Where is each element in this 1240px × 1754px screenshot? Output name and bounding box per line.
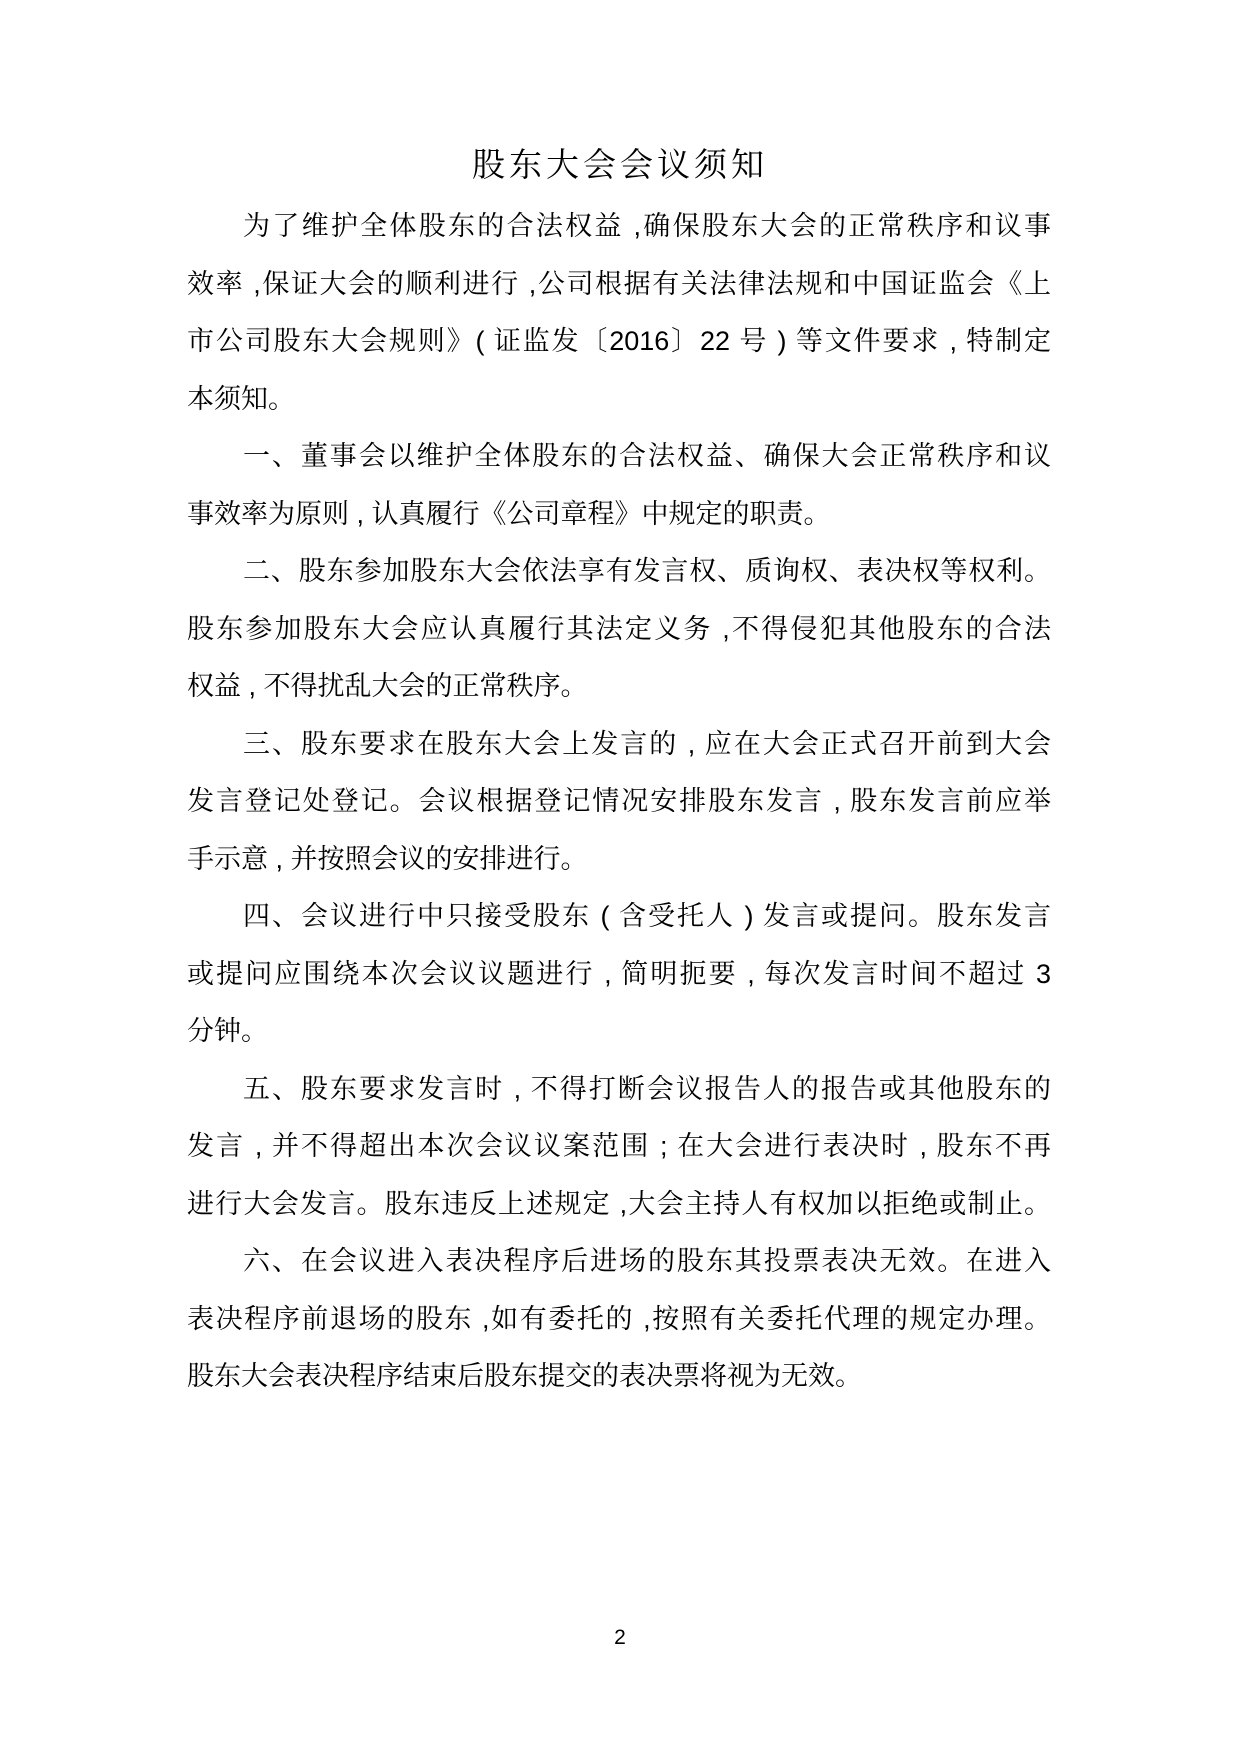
text-line: 或提问应围绕本次会议议题进行 , 简明扼要 , 每次发言时间不超过 3 — [187, 958, 1051, 989]
text-line: 股东参加股东大会应认真履行其法定义务 ,不得侵犯其他股东的合法 — [187, 613, 1051, 644]
text-line: 表决程序前退场的股东 ,如有委托的 ,按照有关委托代理的规定办理。 — [187, 1303, 1051, 1334]
text-line: 本须知。 — [187, 383, 295, 414]
text-line: 五、股东要求发言时 , 不得打断会议报告人的报告或其他股东的 — [243, 1073, 1051, 1104]
text-line: 发言 , 并不得超出本次会议议案范围 ; 在大会进行表决时 , 股东不再 — [187, 1131, 1051, 1161]
text-line: 股东大会表决程序结束后股东提交的表决票将视为无效。 — [187, 1361, 862, 1391]
text-line: 四、会议进行中只接受股东 ( 含受托人 ) 发言或提问。股东发言 — [243, 901, 1051, 931]
text-line: 发言登记处登记。会议根据登记情况安排股东发言 , 股东发言前应举 — [187, 786, 1051, 816]
text-line: 一、董事会以维护全体股东的合法权益、确保大会正常秩序和议 — [243, 441, 1051, 471]
text-line: 进行大会发言。股东违反上述规定 ,大会主持人有权加以拒绝或制止。 — [187, 1188, 1051, 1219]
text-line: 事效率为原则 , 认真履行《公司章程》中规定的职责。 — [187, 498, 831, 529]
text-line: 市公司股东大会规则》( 证监发〔2016〕22 号 ) 等文件要求 , 特制定 — [187, 326, 1051, 356]
text-line: 为了维护全体股东的合法权益 ,确保股东大会的正常秩序和议事 — [243, 211, 1051, 241]
text-line: 权益 , 不得扰乱大会的正常秩序。 — [187, 671, 588, 701]
text-line: 二、股东参加股东大会依法享有发言权、质询权、表决权等权利。 — [243, 556, 1051, 586]
text-line: 六、在会议进入表决程序后进场的股东其投票表决无效。在进入 — [243, 1246, 1051, 1276]
text-line: 手示意 , 并按照会议的安排进行。 — [187, 843, 588, 874]
document-title: 股东大会会议须知 — [472, 146, 768, 183]
text-line: 效率 ,保证大会的顺利进行 ,公司根据有关法律法规和中国证监会《上 — [187, 268, 1051, 299]
text-line: 分钟。 — [187, 1016, 268, 1046]
document-body — [187, 198, 1051, 1406]
page-number: 2 — [614, 1626, 626, 1649]
text-line: 三、股东要求在股东大会上发言的 , 应在大会正式召开前到大会 — [243, 728, 1051, 759]
